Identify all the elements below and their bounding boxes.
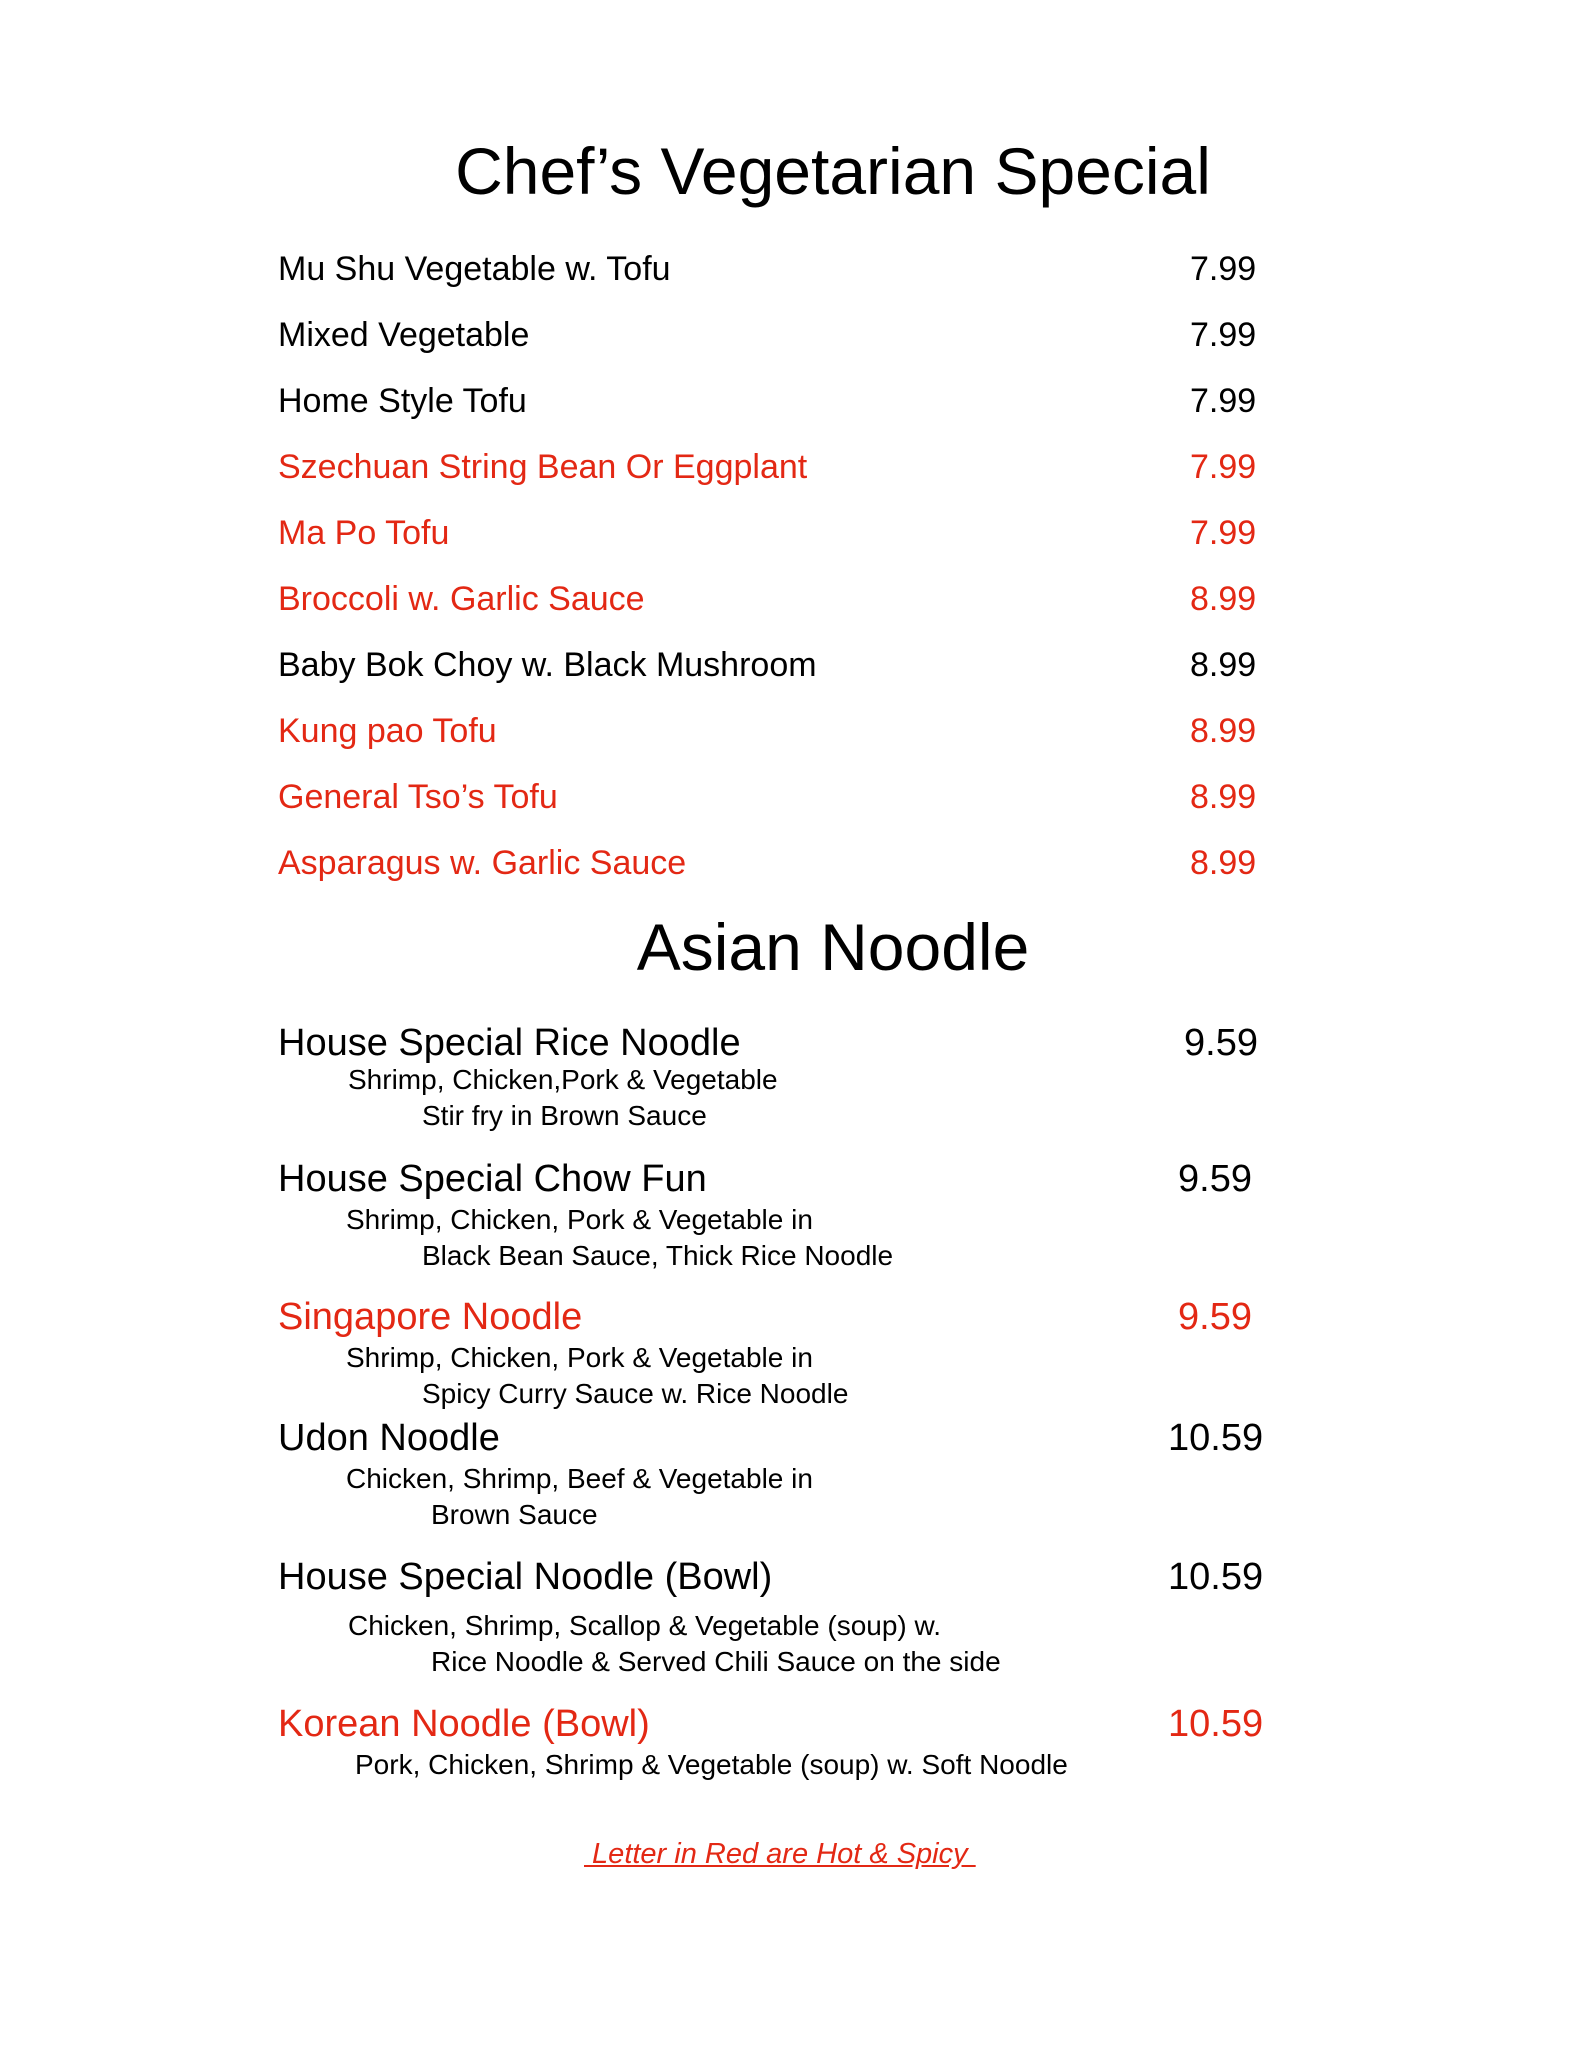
menu-item-spicy bbox=[278, 441, 1278, 507]
menu-item bbox=[278, 639, 1278, 705]
menu-item-name: Asparagus w. Garlic Sauce bbox=[278, 844, 687, 882]
menu-item-name: Mixed Vegetable bbox=[278, 316, 530, 354]
noodle-item-price: 9.59 bbox=[1184, 1022, 1258, 1064]
menu-item-spicy bbox=[278, 705, 1278, 771]
menu-item bbox=[278, 375, 1278, 441]
noodle-item-description: Black Bean Sauce, Thick Rice Noodle bbox=[422, 1240, 894, 1271]
menu-item-price: 7.99 bbox=[1190, 316, 1257, 354]
noodle-item-description: Chicken, Shrimp, Scallop & Vegetable (soup) w. bbox=[348, 1610, 941, 1641]
menu-item-name: Home Style Tofu bbox=[278, 382, 527, 420]
noodle-item-name: Singapore Noodle bbox=[278, 1296, 583, 1338]
menu-item-name: Ma Po Tofu bbox=[278, 514, 450, 552]
menu-item-name: Broccoli w. Garlic Sauce bbox=[278, 580, 645, 618]
menu-item-price: 8.99 bbox=[1190, 580, 1257, 618]
noodle-item-name: Udon Noodle bbox=[278, 1417, 500, 1459]
menu-item-spicy bbox=[278, 837, 1278, 903]
noodle-item-description: Shrimp, Chicken, Pork & Vegetable in bbox=[346, 1204, 813, 1235]
menu-item-price: 8.99 bbox=[1190, 712, 1257, 750]
menu-item-name: Baby Bok Choy w. Black Mushroom bbox=[278, 646, 817, 684]
menu-item-price: 7.99 bbox=[1190, 250, 1257, 288]
noodle-item-name: Korean Noodle (Bowl) bbox=[278, 1703, 650, 1745]
noodle-item-description: Shrimp, Chicken,Pork & Vegetable bbox=[348, 1064, 778, 1095]
noodle-item-description: Brown Sauce bbox=[431, 1499, 598, 1530]
noodle-item-description: Shrimp, Chicken, Pork & Vegetable in bbox=[346, 1342, 813, 1373]
noodle-item-name: House Special Noodle (Bowl) bbox=[278, 1556, 773, 1598]
spicy-legend-note: Letter in Red are Hot & Spicy bbox=[584, 1838, 976, 1870]
menu-item-name: Kung pao Tofu bbox=[278, 712, 497, 750]
noodle-section-title: Asian Noodle bbox=[636, 910, 1030, 984]
vegetarian-section-title: Chef’s Vegetarian Special bbox=[455, 134, 1211, 208]
noodle-item-description: Pork, Chicken, Shrimp & Vegetable (soup) w. Soft Noodle bbox=[355, 1749, 1068, 1780]
menu-item-name: Szechuan String Bean Or Eggplant bbox=[278, 448, 808, 486]
noodle-item-description: Rice Noodle & Served Chili Sauce on the side bbox=[431, 1646, 1001, 1677]
menu-item bbox=[278, 243, 1278, 309]
noodle-item-price: 10.59 bbox=[1168, 1703, 1264, 1745]
menu-item-price: 8.99 bbox=[1190, 646, 1257, 684]
menu-item-name: Mu Shu Vegetable w. Tofu bbox=[278, 250, 671, 288]
noodle-item-name: House Special Chow Fun bbox=[278, 1158, 707, 1200]
menu-item-spicy bbox=[278, 507, 1278, 573]
noodle-item-price: 9.59 bbox=[1178, 1158, 1252, 1200]
noodle-item-price: 10.59 bbox=[1168, 1417, 1264, 1459]
menu-item-price: 8.99 bbox=[1190, 778, 1257, 816]
menu-item bbox=[278, 309, 1278, 375]
menu-item-name: General Tso’s Tofu bbox=[278, 778, 558, 816]
menu-item-price: 7.99 bbox=[1190, 382, 1257, 420]
noodle-item-name: House Special Rice Noodle bbox=[278, 1022, 741, 1064]
menu-item-price: 8.99 bbox=[1190, 844, 1257, 882]
noodle-item-description: Stir fry in Brown Sauce bbox=[422, 1100, 707, 1131]
noodle-item-price: 10.59 bbox=[1168, 1556, 1264, 1598]
noodle-item-price: 9.59 bbox=[1178, 1296, 1252, 1338]
menu-item-price: 7.99 bbox=[1190, 514, 1257, 552]
menu-item-spicy bbox=[278, 771, 1278, 837]
noodle-item-description: Chicken, Shrimp, Beef & Vegetable in bbox=[346, 1463, 813, 1494]
noodle-item-description: Spicy Curry Sauce w. Rice Noodle bbox=[422, 1378, 849, 1409]
vegetarian-menu-list bbox=[278, 243, 1278, 903]
menu-item-price: 7.99 bbox=[1190, 448, 1257, 486]
menu-item-spicy bbox=[278, 573, 1278, 639]
